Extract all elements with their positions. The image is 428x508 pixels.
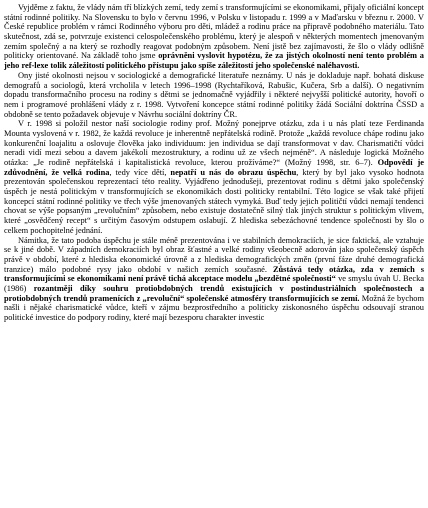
text-run: Ony jisté okolnosti nejsou v sociologické a demografické literatuře neznámy. U nás je dokladuje např. bohatá diskuse demografů a sociologů, která vrcholila v letech 1996–1998 (Rychtaříková, Rabušic, Kučera, Srb a další). O negativním dopadu transformačního procesu na rodiny s dětmi se jednomačně vyjádřily i některé nejvyšší politické autority, hovoří o nem i programové prohlášení vlády z r. 1998. Vytvoření koncepce státní rodinné politiky žádá Sociální doktrína ČSSD a obdobně se tento požadavek objevuje v Návrhu sociální doktríny ČR.	[4, 70, 424, 119]
text-run: ve smyslu úvah U. Becka (1986)	[4, 274, 424, 293]
text-run: Možná že bychom našli i nějaké charismatické vůdce, kteří v zájmu bezprostředního a politicky ziskonosného úspěchu odsouvají stranou politické investice do podpory rodiny, které mají bezesporu charakter investic	[4, 293, 424, 322]
paragraph-1	[4, 3, 424, 71]
paragraph-4	[4, 236, 424, 323]
text-run: V r. 1998 si položil nestor naší sociologie rodiny prof. Možný ponejprve otázku, zda i u nás platí teze Ferdinanda Mounta vyslovená v r. 1982, že každá revoluce je inherentně nepřátelská rodině. Protože „každá revoluce chápe rodinu jako konkurenční loajalitu a oslovuje člověka jako individuum: jen individua se dají transformovat v dav. Charismatičtí vůdci neradi vidí mezi sebou a davem jakékoli mezostruktury, a rodinu už ze všech nejméně“. A následuje logická Možného otázka: „Je rodině nepřátelská i kapitalistická revoluce, kterou prožíváme?“ (Možný 1998, str. 6–7).	[4, 119, 424, 167]
paragraph-3	[4, 119, 424, 235]
paragraph-2	[4, 71, 424, 119]
text-run: Námitka, že tato podoba úspěchu je stále méně prezentována i ve stabilních demokraciích, je sice faktická, ale vztahuje se k jiné době. V západních demokraciích byl obraz šťastné a velké rodiny všeobecně adorován jako společenský úspěch právě v období, které z hlediska ekonomické úrovně a z hlediska demografických změn (první fáze druhé demografická tranzice) málo podobné rysy jako období v našich zemích současné.	[4, 235, 424, 274]
document-body	[4, 3, 424, 323]
bold-text-run: Odpovědí je zdůvodnění, že velká rodina	[4, 158, 424, 177]
bold-text-run: rozantměji díky souhru protiobdobných trendů existujících v postindustriálních společnostech a protiobdobných trendů pramenících z „revoluční“ společenské atmosféry transformujících se zemí.	[4, 283, 425, 303]
text-run: Vyjděme z faktu, že vlády nám tří blízkých zemí, tedy zemí s transformujícími se ekonomikami, přijaly oficiální koncept státní rodinné politiky. Na Slovensku to bylo v červnu 1996, v Polsku v listopadu r. 1999 a v Maďarsku v březnu r. 2000. V České republice problém v rámci Rodinného výboru pro děti, mládež a rodinu práce na připravě podobného materiálu. Tato skutečnost, zdá se, potvrzuje existenci celospolečenského problému, který je alespoň v některých momentech jmenovaným zemím společný a na který se rozhodly reagovat podobným způsobem. Není jistě bez zajímavosti, že šlo o vlády odlišně politicky orientované. Na základě toho jsme	[4, 3, 424, 61]
bold-text-run: oprávněni vyslovit hypotézu, že za jistých okolností není tento problém a jeho ref-lexe tolik záležitostí politického přístupu jako spíše záležitostí jeho společenské naléhavosti.	[4, 51, 424, 71]
text-run: , který by byl jako vysoko hodnota prezentován společenskou reprezentací této reality. Vyjádřeno jednodušeji, prezentovat rodinu s dětmi jako společenský úspěch je nestá politickým v transformujících se ekonomikách dosti politicky rentabilní. Této logice se však také přijetí koncepcí státní rodinné politiky ve třech výše jmenovaných státech vymyká. Buď tedy jejich političtí vůdci nemají tendenci chovat se výše popsaným „revolučním“ způsobem, nebo existuje dostatečně silný tlak jiných struktur s politickým vlivem, které „osvědčený recept“ s určitým časovým odstupem oslabují. Z hlediska sebezáchovné tendence společnosti by šlo o celkem pochopitelné jednání.	[4, 167, 424, 235]
bold-text-run: Zůstává tedy otázka, zda v zemích s transformujícími se ekonomikami není právě tichá akceptace modelu „bezdětné společnosti“	[4, 264, 424, 284]
text-run: , tedy více dětí,	[109, 167, 171, 177]
bold-text-run: nepatří u nás do obrazu úspěchu	[170, 167, 297, 177]
